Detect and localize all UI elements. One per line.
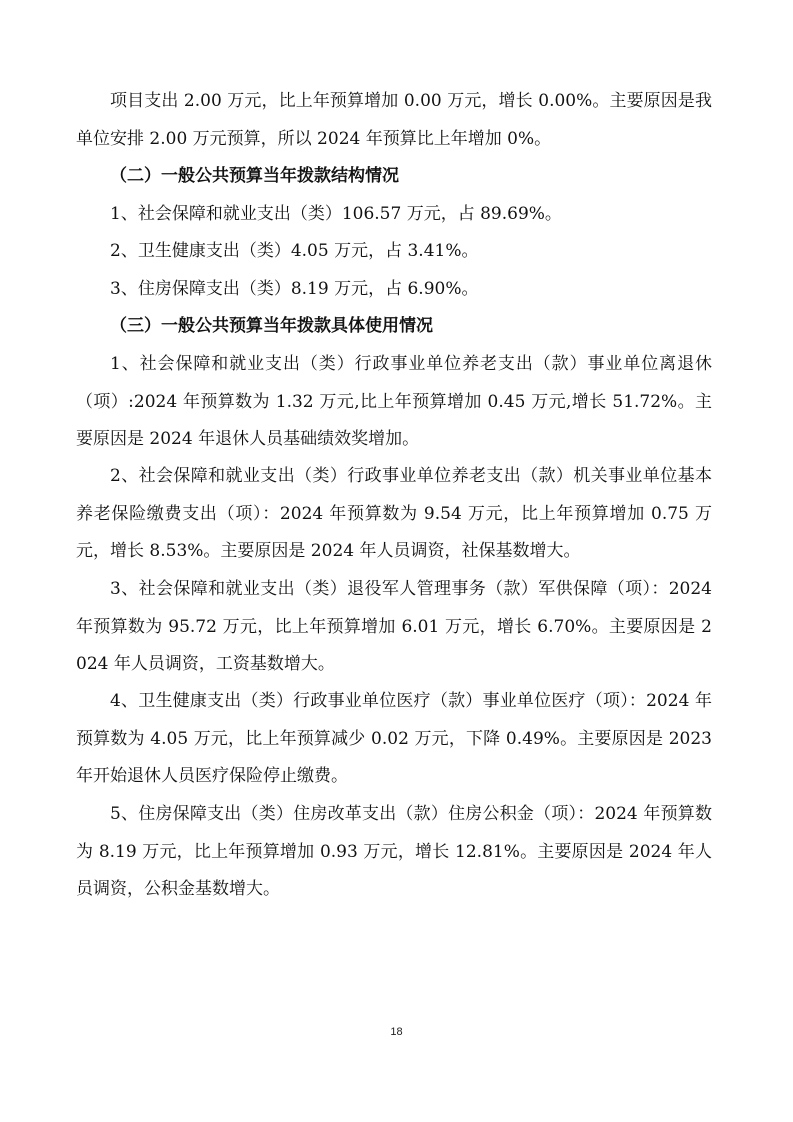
usage-item-housing-fund: 5、住房保障支出（类）住房改革支出（款）住房公积金（项）：2024 年预算数为 8.19 万元，比上年预算增加 0.93 万元，增长 12.81%。主要原因是 2024 年人员调资，公积金基数增大。 xyxy=(76,804,712,899)
usage-item-military-supply: 3、社会保障和就业支出（类）退役军人管理事务（款）军供保障（项）：2024 年预算数为 95.72 万元，比上年预算增加 6.01 万元，增长 6.70%。主要原因是 2024 年人员调资，工资基数增大。 xyxy=(76,579,712,674)
usage-item-retirement: 1、社会保障和就业支出（类）行政事业单位养老支出（款）事业单位离退休（项）:2024 年预算数为 1.32 万元,比上年预算增加 0.45 万元,增长 51.72%。主要原因是 2024 年退休人员基础绩效奖增加。 xyxy=(76,354,712,449)
usage-item-medical: 4、卫生健康支出（类）行政事业单位医疗（款）事业单位医疗（项）：2024 年预算数为 4.05 万元，比上年预算减少 0.02 万元，下降 0.49%。主要原因是 2023 年开始退休人员医疗保险停止缴费。 xyxy=(76,691,712,786)
structure-item-health: 2、卫生健康支出（类）4.05 万元，占 3.41%。 xyxy=(110,241,479,261)
section-heading-structure: （二）一般公共预算当年拨款结构情况 xyxy=(110,166,399,186)
project-expenditure-paragraph: 项目支出 2.00 万元，比上年预算增加 0.00 万元，增长 0.00%。主要原因是我单位安排 2.00 万元预算，所以 2024 年预算比上年增加 0%。 xyxy=(76,91,712,149)
structure-item-housing: 3、住房保障支出（类）8.19 万元，占 6.90%。 xyxy=(110,279,479,299)
section-heading-usage: （三）一般公共预算当年拨款具体使用情况 xyxy=(110,316,433,336)
page-number: 18 xyxy=(390,1026,403,1038)
structure-item-social-security: 1、社会保障和就业支出（类）106.57 万元，占 89.69%。 xyxy=(110,204,562,224)
usage-item-pension-insurance: 2、社会保障和就业支出（类）行政事业单位养老支出（款）机关事业单位基本养老保险缴费支出（项）：2024 年预算数为 9.54 万元，比上年预算增加 0.75 万元，增长 8.53%。主要原因是 2024 年人员调资，社保基数增大。 xyxy=(76,466,712,561)
